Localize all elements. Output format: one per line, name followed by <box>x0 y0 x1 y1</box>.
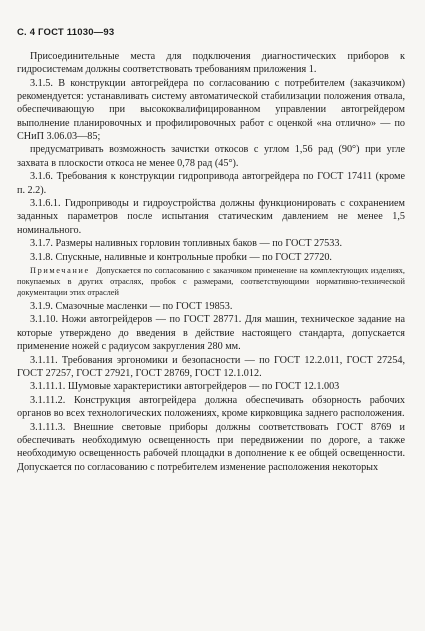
paragraph-slope-cleaning: предусматривать возможность зачистки откосов с углом 1,56 рад (90°) при угле захвата в плоскости откоса не менее 0,78 рад (45°). <box>17 144 405 169</box>
paragraph-3-1-9: 3.1.9. Смазочные масленки — по ГОСТ 19853. <box>30 300 233 312</box>
page-header: С. 4 ГОСТ 11030—93 <box>17 27 115 38</box>
paragraph-3-1-7: 3.1.7. Размеры наливных горловин топливных баков — по ГОСТ 27533. <box>30 238 343 250</box>
paragraph-3-1-6: 3.1.6. Требования к конструкции гидропривода автогрейдера по ГОСТ 17411 (кроме п. 2.2). <box>17 171 405 196</box>
paragraph-3-1-11-2: 3.1.11.2. Конструкция автогрейдера должна обеспечивать обзорность рабочих органов во всех технологических положениях, кроме кирковщика заднего расположения. <box>17 395 405 420</box>
paragraph-3-1-6-1: 3.1.6.1. Гидроприводы и гидроустройства должны функционировать с сохранением заданных параметров после испытания статическим давлением не менее 1,5 номинального. <box>17 198 405 236</box>
paragraph-3-1-11: 3.1.11. Требования эргономики и безопасности — по ГОСТ 12.2.011, ГОСТ 27254, ГОСТ 27257, ГОСТ 27921, ГОСТ 28769, ГОСТ 12.1.012. <box>17 354 405 379</box>
paragraph-3-1-5: 3.1.5. В конструкции автогрейдера по согласованию с потребителем (заказчиком) рекомендуется: устанавливать систему автоматической стабилизации положения отвала, обеспечивающую при высококвалифицированном управлении автогрейдером выполнение планировочных и профилировочных работ с оценкой «на отлично» — по СНиП 3.06.03—85; <box>17 77 405 142</box>
paragraph-3-1-10: 3.1.10. Ножи автогрейдеров — по ГОСТ 28771. Для машин, техническое задание на которые утверждено до введения в действие настоящего стандарта, допускается применение ножей с радиусом закругления 280 мм. <box>17 314 405 352</box>
note-text: Допускается по согласованию с заказчиком применение на комплектующих изделиях, покупаемых в других отраслях, пробок с размерами, соответствующими нормативно-технической документации этих отраслей <box>17 266 405 298</box>
paragraph-3-1-11-1: 3.1.11.1. Шумовые характеристики автогрейдеров — по ГОСТ 12.1.003 <box>30 381 340 393</box>
paragraph-3-1-11-3: 3.1.11.3. Внешние световые приборы должны соответствовать ГОСТ 8769 и обеспечивать необходимую освещенность при передвижении по дороге, а также необходимую освещенность рабочей площадки в дополнение к ее общей освещенности. Допускается по согласованию с потребителем изменение расположения некоторых <box>17 422 405 473</box>
document-body <box>17 50 405 474</box>
paragraph-3-1-8: 3.1.8. Спускные, наливные и контрольные пробки — по ГОСТ 27720. <box>30 252 332 264</box>
note-block <box>17 265 405 298</box>
paragraph-connection-points: Присоединительные места для подключения диагностических приборов к гидросистемам должны соответствовать требованиям приложения 1. <box>17 51 405 76</box>
note-label: Примечание <box>30 266 90 276</box>
